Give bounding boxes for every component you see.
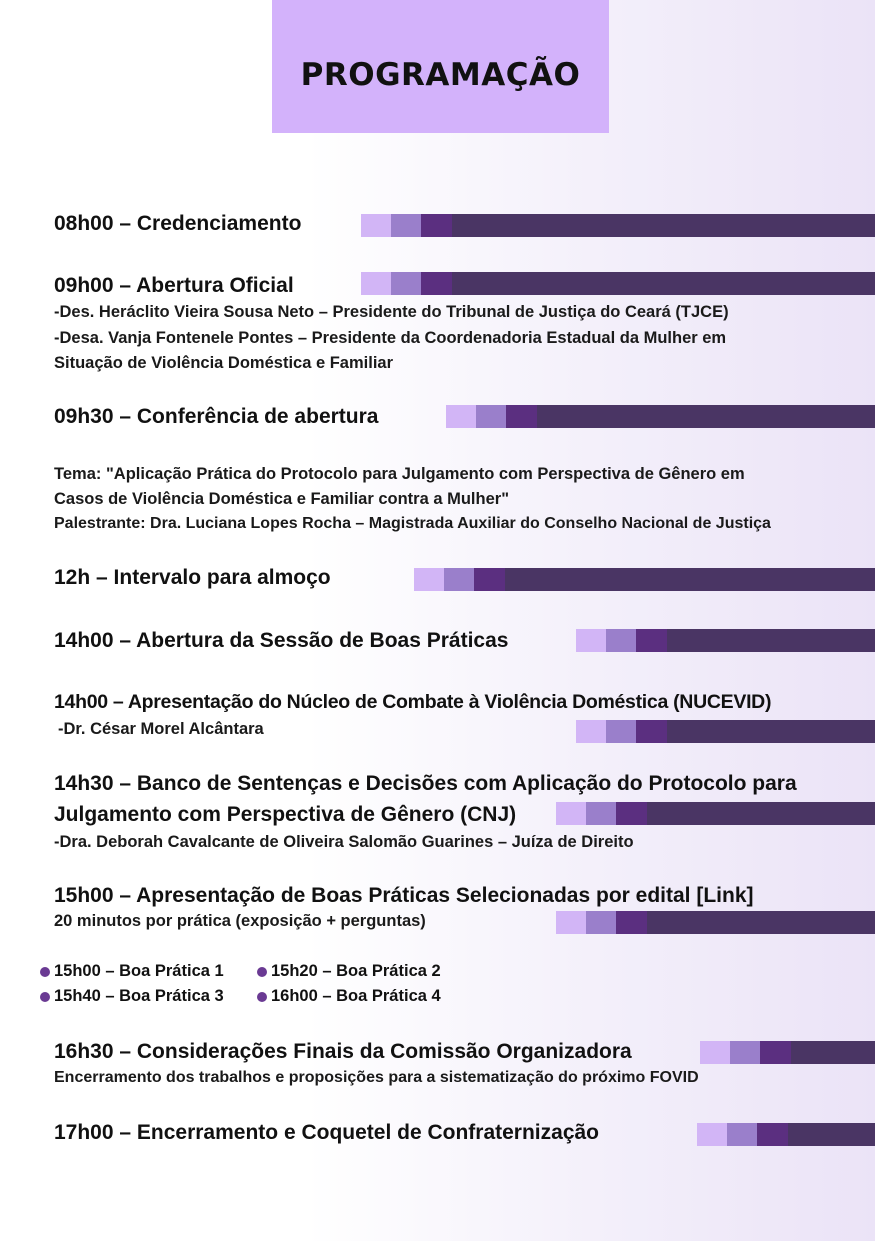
decorative-bar	[361, 272, 875, 295]
schedule-heading-consideracoes: 16h30 – Considerações Finais da Comissão Organizadora	[54, 1040, 632, 1063]
decorative-bar	[446, 405, 875, 428]
speaker-line: Situação de Violência Doméstica e Familiar	[54, 354, 393, 372]
page-title: PROGRAMAÇÃO	[300, 56, 581, 93]
info-line: 20 minutos por prática (exposição + perguntas)	[54, 912, 426, 930]
speaker-line: -Desa. Vanja Fontenele Pontes – Presidente da Coordenadoria Estadual da Mulher em	[54, 329, 727, 347]
schedule-heading-banco-cont: Julgamento com Perspectiva de Gênero (CNJ)	[54, 803, 517, 826]
decorative-bar	[414, 568, 875, 591]
decorative-bar	[576, 720, 875, 743]
schedule-heading-abertura: 09h00 – Abertura Oficial	[54, 274, 294, 297]
bullet-icon	[40, 967, 50, 977]
bullet-icon	[257, 992, 267, 1002]
speaker-line: -Dra. Deborah Cavalcante de Oliveira Salomão Guarines – Juíza de Direito	[54, 833, 634, 851]
theme-line: Casos de Violência Doméstica e Familiar contra a Mulher"	[54, 490, 510, 508]
title-box	[272, 0, 609, 133]
boa-pratica-label: 15h00 – Boa Prática 1	[54, 962, 224, 980]
bullet-icon	[257, 967, 267, 977]
list-item	[257, 962, 441, 981]
schedule-heading-banco: 14h30 – Banco de Sentenças e Decisões com Aplicação do Protocolo para	[54, 772, 797, 795]
bullet-icon	[40, 992, 50, 1002]
decorative-bar	[576, 629, 875, 652]
list-item	[257, 987, 441, 1006]
decorative-bar	[700, 1041, 875, 1064]
speaker-line: -Dr. César Morel Alcântara	[58, 720, 264, 738]
schedule-heading-credenciamento: 08h00 – Credenciamento	[54, 212, 302, 235]
theme-line: Tema: "Aplicação Prática do Protocolo para Julgamento com Perspectiva de Gênero em	[54, 465, 745, 483]
speaker-line: Palestrante: Dra. Luciana Lopes Rocha – Magistrada Auxiliar do Conselho Nacional de Justiça	[54, 515, 771, 532]
decorative-bar	[361, 214, 875, 237]
schedule-heading-nucevid: 14h00 – Apresentação do Núcleo de Combate à Violência Doméstica (NUCEVID)	[54, 691, 772, 713]
schedule-heading-sessao: 14h00 – Abertura da Sessão de Boas Práticas	[54, 629, 509, 652]
info-line: Encerramento dos trabalhos e proposições para a sistematização do próximo FOVID	[54, 1069, 699, 1086]
boa-pratica-label: 16h00 – Boa Prática 4	[271, 987, 441, 1005]
list-item	[40, 987, 224, 1006]
schedule-heading-encerramento: 17h00 – Encerramento e Coquetel de Confraternização	[54, 1121, 600, 1144]
decorative-bar	[697, 1123, 875, 1146]
boa-pratica-label: 15h20 – Boa Prática 2	[271, 962, 441, 980]
speaker-line: -Des. Heráclito Vieira Sousa Neto – Presidente do Tribunal de Justiça do Ceará (TJCE)	[54, 303, 729, 321]
list-item	[40, 962, 224, 981]
schedule-heading-intervalo: 12h – Intervalo para almoço	[54, 566, 331, 589]
decorative-bar	[556, 802, 875, 825]
boa-pratica-label: 15h40 – Boa Prática 3	[54, 987, 224, 1005]
schedule-heading-boas-praticas: 15h00 – Apresentação de Boas Práticas Selecionadas por edital [Link]	[54, 884, 754, 907]
schedule-heading-conferencia: 09h30 – Conferência de abertura	[54, 405, 379, 428]
decorative-bar	[556, 911, 875, 934]
